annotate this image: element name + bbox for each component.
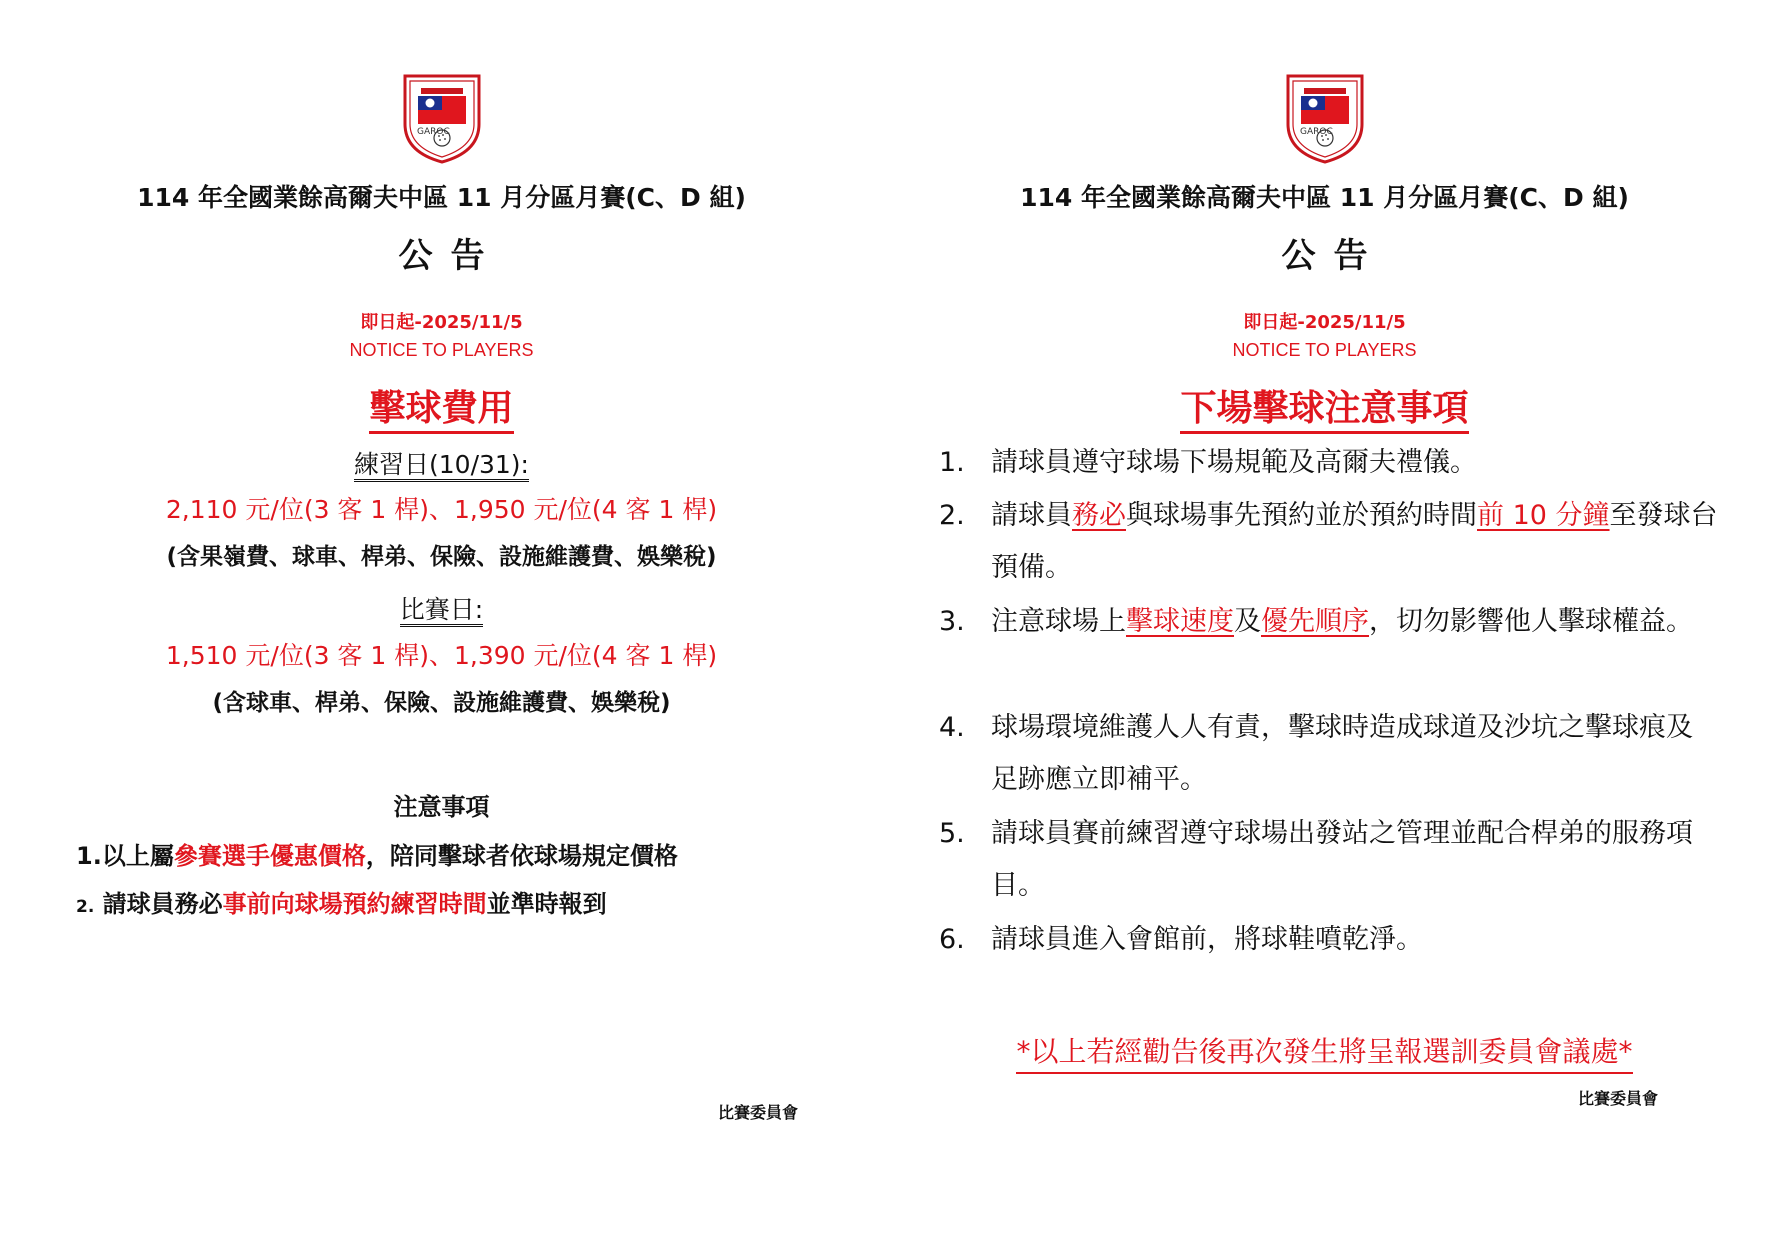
notes-title: 注意事項 <box>393 793 490 821</box>
notice-to-players: NOTICE TO PLAYERS <box>349 340 534 360</box>
rule-highlight: 務必 <box>1072 500 1126 531</box>
warning-text: *以上若經勸告後再次發生將呈報選訓委員會議處* <box>1016 1035 1632 1074</box>
rule-text-part: 球場環境維護人人有責，擊球時造成球道及沙坑之擊球痕及足跡應立即補平。 <box>991 712 1693 795</box>
rule-text <box>991 702 1719 806</box>
note-2-end: 並準時報到 <box>486 890 607 918</box>
match-day-includes: (含球車、桿弟、保險、設施維護費、娛樂稅) <box>212 690 671 716</box>
rule-highlight: 優先順序 <box>1261 606 1369 637</box>
match-day-price: 1,510 元/位(3 客 1 桿)、1,390 元/位(4 客 1 桿) <box>165 641 718 670</box>
match-day-text: 比賽日: <box>400 595 483 627</box>
right-notice-page <box>883 0 1766 1241</box>
rule-item <box>939 596 1719 648</box>
rule-text-part: 請球員遵守球場下場規範及高爾夫禮儀。 <box>991 447 1477 478</box>
notice-to-players: NOTICE TO PLAYERS <box>1232 340 1417 360</box>
rule-text-part: 請球員進入會館前，將球鞋噴乾淨。 <box>991 924 1423 955</box>
note-2-number: 2. <box>76 897 95 917</box>
disciplinary-warning <box>883 1030 1766 1070</box>
committee-signature: 比賽委員會 <box>718 1103 799 1122</box>
rule-text-part: 注意球場上 <box>991 606 1126 637</box>
match-day-label <box>0 590 883 626</box>
rule-number: 3. <box>939 606 965 637</box>
effective-date: 即日起-2025/11/5 <box>360 312 523 333</box>
notice-heading: 公告 <box>1281 236 1386 276</box>
rule-text <box>991 596 1719 648</box>
rule-item <box>939 914 1719 966</box>
practice-day-text: 練習日(10/31): <box>354 450 529 482</box>
note-2-highlight: 事前向球場預約練習時間 <box>222 890 487 918</box>
section-title-text: 下場擊球注意事項 <box>1180 388 1468 434</box>
rule-text <box>991 490 1719 594</box>
logo-letters: GAROC <box>416 127 450 137</box>
committee-signature: 比賽委員會 <box>1578 1089 1659 1108</box>
rule-highlight: 擊球速度 <box>1126 606 1234 637</box>
rule-item <box>939 490 1719 594</box>
rule-text <box>991 808 1719 912</box>
rule-text-part: 請球員賽前練習遵守球場出發站之管理並配合桿弟的服務項目。 <box>991 818 1693 901</box>
rule-text-part: 與球場事先預約並於預約時間 <box>1126 500 1477 531</box>
logo-letters: GAROC <box>1299 127 1333 137</box>
note-1-end: ，陪同擊球者依球場規定價格 <box>365 842 678 870</box>
section-title-course-rules <box>883 380 1766 431</box>
garoc-shield-logo <box>401 72 483 164</box>
section-title-text: 擊球費用 <box>369 388 513 434</box>
note-2-start: 請球員務必 <box>94 890 223 918</box>
rule-number: 1. <box>939 447 965 478</box>
rule-number: 4. <box>939 712 965 743</box>
garoc-shield-logo <box>1284 72 1366 164</box>
practice-day-includes: (含果嶺費、球車、桿弟、保險、設施維護費、娛樂稅) <box>166 544 717 570</box>
tournament-title: 114 年全國業餘高爾夫中區 11 月分區月賽(C、D 組) <box>137 183 746 212</box>
note-2 <box>76 884 607 919</box>
practice-day-price: 2,110 元/位(3 客 1 桿)、1,950 元/位(4 客 1 桿) <box>165 495 718 524</box>
notice-heading: 公告 <box>398 236 503 276</box>
tournament-title: 114 年全國業餘高爾夫中區 11 月分區月賽(C、D 組) <box>1020 183 1629 212</box>
rule-number: 2. <box>939 500 965 531</box>
note-1-start: 1.以上屬 <box>76 842 174 870</box>
rule-item <box>939 702 1719 806</box>
rule-number: 6. <box>939 924 965 955</box>
effective-date: 即日起-2025/11/5 <box>1243 312 1406 333</box>
rule-highlight: 前 10 分鐘 <box>1477 500 1610 531</box>
rule-text <box>991 914 1719 966</box>
rule-item <box>939 437 1719 489</box>
rule-text-part: 至發球台預備。 <box>991 500 1718 583</box>
section-title-fees <box>0 380 883 431</box>
note-1 <box>76 836 678 871</box>
practice-day-label <box>0 445 883 481</box>
note-1-highlight: 參賽選手優惠價格 <box>173 842 366 870</box>
rule-text <box>991 437 1719 489</box>
rule-text-part: 及 <box>1234 606 1261 637</box>
rule-text-part: ，切勿影響他人擊球權益。 <box>1369 606 1693 637</box>
rule-text-part: 請球員 <box>991 500 1072 531</box>
rule-number: 5. <box>939 818 965 849</box>
rule-item <box>939 808 1719 912</box>
